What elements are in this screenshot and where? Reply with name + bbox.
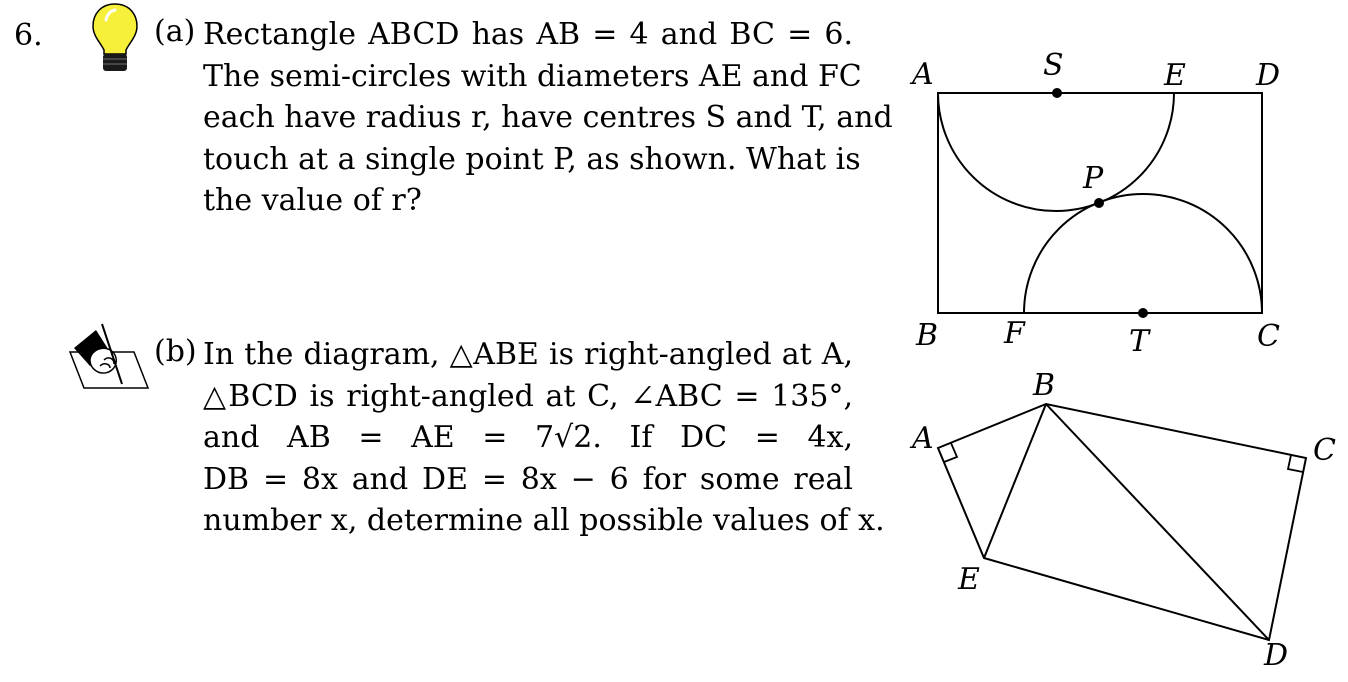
part-b-line: In the diagram, △ABE is right-angled at A, [203,337,853,372]
part-b-text [203,334,885,542]
point-p [1094,198,1104,208]
pencil-hand-icon [66,322,150,392]
label-e: E [958,562,980,597]
label-e: E [1164,58,1186,93]
triangles-diagram [900,360,1340,680]
label-b: B [916,318,939,353]
part-b-line: number x, determine all possible values of x. [203,503,885,538]
label-d: D [1256,58,1281,93]
question-number: 6. [14,18,43,53]
label-s: S [1043,48,1064,83]
part-b-line: △BCD is right-angled at C, ∠ABC = 135°, [203,378,853,414]
part-a-label: (a) [154,14,196,49]
label-b: B [1033,368,1056,403]
label-c: C [1313,433,1336,468]
lightbulb-icon [90,2,140,74]
label-t: T [1129,324,1150,359]
label-c: C [1257,319,1280,354]
part-a-line: Rectangle ABCD has AB = 4 and BC = 6. [203,17,853,52]
part-b-label: (b) [154,334,197,369]
part-a-line: the value of r? [203,183,422,218]
label-d: D [1264,638,1289,673]
part-a-line: each have radius r, have centres S and T, and [203,100,893,135]
label-p: P [1083,161,1104,196]
outer-quadrilateral [938,404,1306,640]
right-angle-a [944,443,957,462]
part-a-line: The semi-circles with diameters AE and FC [203,58,862,94]
segment-bd [1046,404,1269,640]
label-a: A [912,421,934,456]
point-t [1138,308,1148,318]
label-f: F [1004,316,1025,351]
part-b-line: and AB = AE = 7√2. If DC = 4x, [203,420,853,455]
part-b-line: DB = 8x and DE = 8x − 6 for some real [203,461,853,497]
point-s [1052,88,1062,98]
part-a-line: touch at a single point P, as shown. What is [203,141,861,177]
part-a-text [203,14,893,222]
label-a: A [912,57,934,92]
semicircle-rectangle-diagram [900,40,1281,360]
segment-be [984,404,1046,558]
